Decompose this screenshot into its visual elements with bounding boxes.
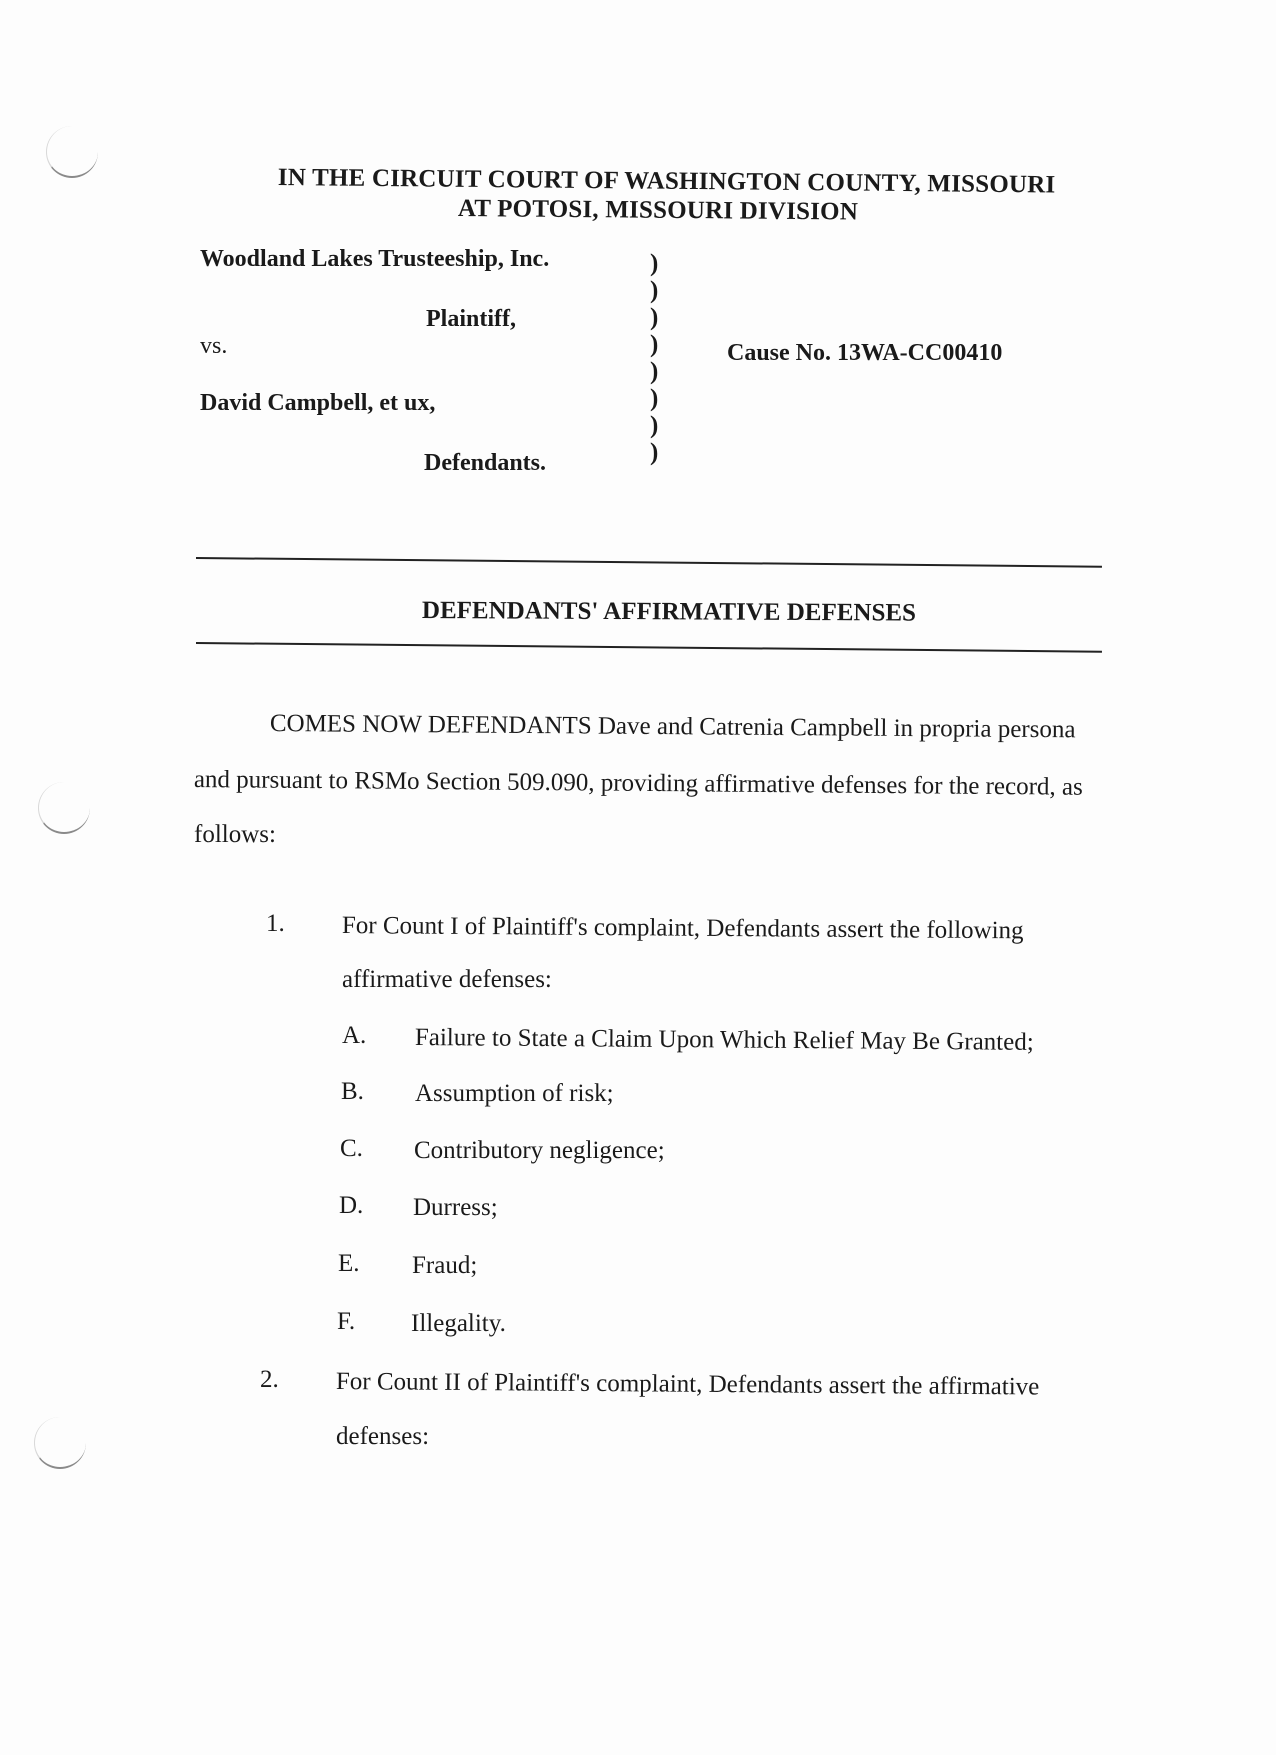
versus-label: vs. [200, 333, 228, 359]
cause-number: Cause No. 13WA-CC00410 [727, 340, 1003, 366]
count-1-line2: affirmative defenses: [342, 966, 552, 993]
plaintiff-name: Woodland Lakes Trusteeship, Inc. [200, 246, 550, 272]
document-title: DEFENDANTS' AFFIRMATIVE DEFENSES [421, 597, 917, 627]
count-1-number: 1. [266, 910, 285, 937]
defense-letter: B. [341, 1078, 364, 1105]
binder-hole-top [46, 126, 98, 178]
defendant-name: David Campbell, et ux, [200, 390, 436, 416]
defense-letter: D. [339, 1192, 364, 1219]
caption-paren: ) [650, 358, 659, 385]
intro-line3: follows: [194, 821, 276, 848]
defense-letter: C. [340, 1135, 363, 1162]
defense-text: Illegality. [411, 1310, 506, 1337]
caption-paren: ) [650, 412, 659, 439]
binder-hole-middle [38, 782, 90, 834]
court-heading-line2: AT POTOSI, MISSOURI DIVISION [457, 195, 859, 226]
count-2-line1: For Count II of Plaintiff's complaint, Defendants assert the affirmative [335, 1368, 1040, 1401]
defense-text: Durress; [413, 1194, 498, 1221]
caption-paren: ) [650, 385, 659, 412]
count-2-number: 2. [260, 1366, 279, 1393]
count-1-line1: For Count I of Plaintiff's complaint, Defendants assert the following [341, 912, 1024, 945]
defense-text: Fraud; [412, 1252, 478, 1279]
binder-hole-bottom [34, 1417, 86, 1469]
caption-paren: ) [650, 331, 659, 358]
defense-letter: A. [342, 1022, 367, 1049]
caption-paren: ) [650, 277, 659, 304]
defense-text: Assumption of risk; [415, 1080, 614, 1107]
caption-paren: ) [650, 250, 659, 277]
plaintiff-role: Plaintiff, [426, 306, 516, 332]
defense-letter: E. [338, 1250, 360, 1277]
title-rule-top [196, 557, 1102, 568]
intro-line1: COMES NOW DEFENDANTS Dave and Catrenia Campbell in propria persona [269, 710, 1076, 744]
intro-line2: and pursuant to RSMo Section 509.090, providing affirmative defenses for the record, as [193, 766, 1083, 801]
caption-paren: ) [650, 304, 659, 331]
caption-paren: ) [650, 439, 659, 466]
defendant-role: Defendants. [424, 450, 547, 476]
court-heading-line1: IN THE CIRCUIT COURT OF WASHINGTON COUNTY, MISSOURI [277, 164, 1056, 199]
defense-letter: F. [337, 1308, 356, 1335]
defense-text: Contributory negligence; [414, 1137, 665, 1164]
count-2-line2: defenses: [336, 1423, 430, 1450]
title-rule-bottom [196, 642, 1102, 653]
defense-text: Failure to State a Claim Upon Which Relief May Be Granted; [414, 1024, 1034, 1056]
